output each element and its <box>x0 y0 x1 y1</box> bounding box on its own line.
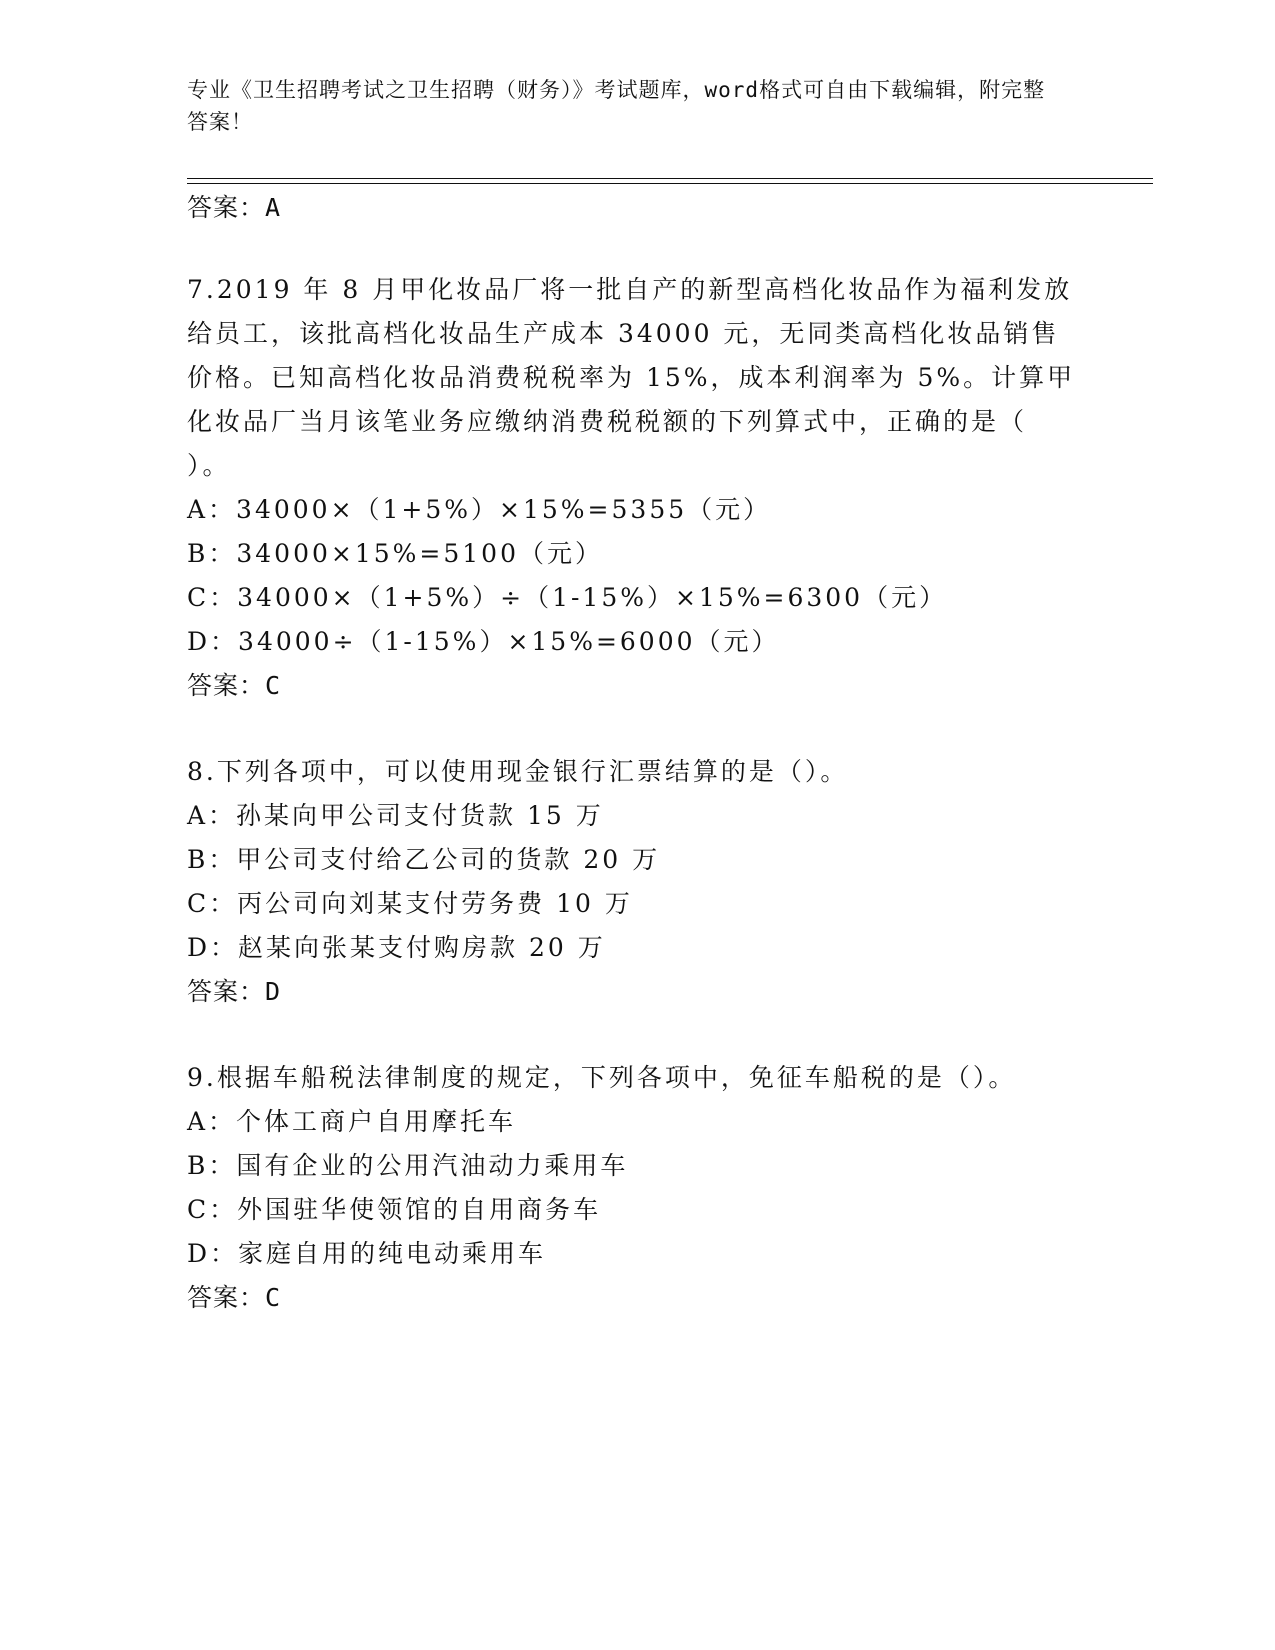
header-rule-bottom <box>187 183 1153 184</box>
question-7-option-a: A：34000×（1+5%）×15%=5355（元） <box>187 495 772 524</box>
question-7-stem-line-5: ）。 <box>187 451 231 480</box>
question-8-option-c: C：丙公司向刘某支付劳务费 10 万 <box>187 889 633 918</box>
question-8-option-b: B：甲公司支付给乙公司的货款 20 万 <box>187 845 661 874</box>
question-7-answer: 答案：C <box>187 671 282 700</box>
previous-answer: 答案：A <box>187 193 282 222</box>
question-8-answer: 答案：D <box>187 977 282 1006</box>
question-8-option-a: A：孙某向甲公司支付货款 15 万 <box>187 801 604 830</box>
question-7-option-d: D：34000÷（1-15%）×15%=6000（元） <box>187 627 780 656</box>
question-7-option-c: C：34000×（1+5%）÷（1-15%）×15%=6300（元） <box>187 583 948 612</box>
question-8-option-d: D：赵某向张某支付购房款 20 万 <box>187 933 606 962</box>
question-9-option-d: D：家庭自用的纯电动乘用车 <box>187 1239 547 1268</box>
document-header: 专业《卫生招聘考试之卫生招聘（财务）》考试题库，word格式可自由下载编辑，附完整答案！ <box>187 78 1046 134</box>
question-8-stem-line-1: 8.下列各项中，可以使用现金银行汇票结算的是（）。 <box>187 757 849 786</box>
question-7-stem-line-2: 给员工，该批高档化妆品生产成本 34000 元，无同类高档化妆品销售 <box>187 319 1060 348</box>
question-9-option-c: C：外国驻华使领馆的自用商务车 <box>187 1195 602 1224</box>
question-7-stem-line-3: 价格。已知高档化妆品消费税税率为 15%，成本利润率为 5%。计算甲 <box>187 363 1076 392</box>
question-7-stem-line-4: 化妆品厂当月该笔业务应缴纳消费税税额的下列算式中，正确的是（ <box>187 407 1028 436</box>
question-7-option-b: B：34000×15%=5100（元） <box>187 539 603 568</box>
question-9-option-a: A：个体工商户自用摩托车 <box>187 1107 517 1136</box>
question-9-option-b: B：国有企业的公用汽油动力乘用车 <box>187 1151 629 1180</box>
header-rule-top <box>187 178 1153 179</box>
question-7-stem-line-1: 7.2019 年 8 月甲化妆品厂将一批自产的新型高档化妆品作为福利发放 <box>187 275 1073 304</box>
question-9-answer: 答案：C <box>187 1283 282 1312</box>
question-9-stem-line-1: 9.根据车船税法律制度的规定，下列各项中，免征车船税的是（）。 <box>187 1063 1017 1092</box>
